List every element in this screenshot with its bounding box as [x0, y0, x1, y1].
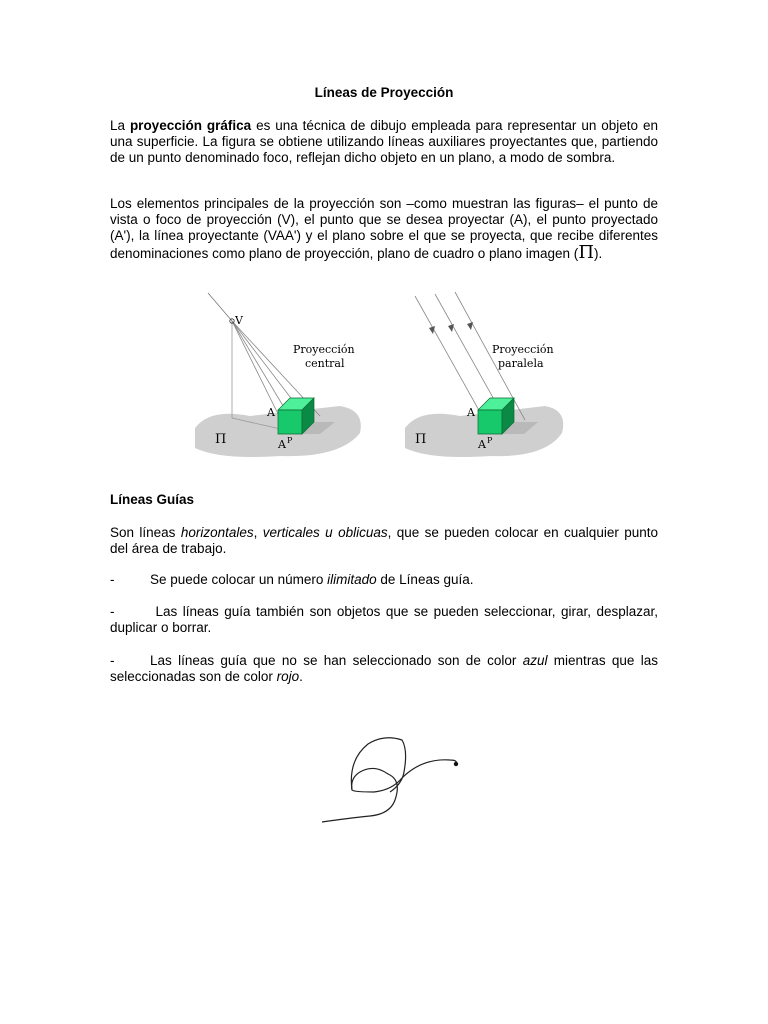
bullet-item-3	[110, 653, 658, 685]
bullet-1-lead: Se puede colocar un número	[150, 572, 328, 587]
elements-text: Los elementos principales de la proyección son –como muestran las figuras– el punto de vista o foco de proyección (V), el punto que se desea proyectar (A), el punto proyectado (A'), la línea proyectante (VAA') y el plano sobre el que se proyecta, que recibe diferentes denominaciones como plano de proyección, plano de cuadro o plano imagen (	[110, 196, 658, 261]
bullet-3-italic-1: azul	[522, 653, 548, 668]
guides-italic-2: verticales u oblicuas	[262, 525, 388, 540]
point-ap-label-right: A	[478, 438, 486, 451]
bullet-3-mid: mientras que las seleccionadas son de color	[110, 653, 658, 685]
bullet-dash: -	[110, 604, 115, 619]
superscript-p-right: P	[487, 436, 493, 445]
bullet-1-rest: de Líneas guía.	[376, 572, 474, 587]
parallel-label-1: Proyección	[492, 343, 554, 356]
guides-paragraph	[110, 525, 658, 557]
plane-symbol-left: Π	[215, 432, 227, 447]
freehand-curve-sketch	[310, 700, 490, 850]
bullet-3-italic-2: rojo	[276, 669, 300, 685]
guides-rest: , que se pueden colocar en cualquier punto del área de trabajo.	[110, 525, 658, 557]
bullet-3-lead: Las líneas guía que no se han seleccionado son de color	[150, 653, 523, 668]
bullet-3-end: .	[299, 669, 303, 685]
point-a-label-right: A	[467, 406, 475, 419]
parallel-projection-diagram	[405, 292, 563, 457]
bullet-item-1	[110, 572, 658, 588]
intro-bold-term: proyección gráfica	[129, 118, 252, 133]
section-heading-guides: Líneas Guías	[110, 492, 195, 507]
bullet-item-2	[110, 604, 658, 636]
central-projection-diagram	[195, 293, 361, 457]
bullet-1-italic: ilimitado	[327, 572, 377, 587]
central-label-2: central	[305, 357, 345, 370]
elements-paragraph	[110, 196, 658, 262]
superscript-p-left: P	[287, 436, 293, 445]
guides-lead: Son líneas	[110, 525, 181, 540]
intro-lead: La	[110, 118, 130, 133]
projection-figure	[190, 288, 570, 468]
curve-path	[322, 760, 456, 822]
point-a-label: A	[267, 406, 275, 419]
point-ap-label: A	[278, 438, 286, 451]
guides-italic-1: horizontales	[180, 525, 254, 540]
page-title: Líneas de Proyección	[314, 85, 454, 100]
parallel-label-2: paralela	[498, 357, 544, 370]
curve-endpoint	[454, 762, 458, 766]
bullet-dash: -	[110, 572, 115, 587]
plane-symbol-right: Π	[415, 432, 427, 447]
intro-paragraph	[110, 118, 658, 167]
intro-rest: es una técnica de dibujo empleada para representar un objeto en una superficie. La figura se obtiene utilizando líneas auxiliares proyectantes que, partiendo de un punto denominado foco, reflejan dicho objeto en un plano, a modo de sombra.	[110, 118, 658, 166]
guides-sep: ,	[253, 525, 263, 540]
central-label-1: Proyección	[293, 343, 355, 356]
pi-symbol: Π	[578, 241, 595, 263]
point-v-label: V	[235, 314, 243, 327]
elements-end: ).	[594, 245, 603, 261]
bullet-2-text: Las líneas guía también son objetos que se pueden seleccionar, girar, desplazar, duplicar o borrar.	[110, 604, 658, 636]
bullet-dash: -	[110, 653, 115, 668]
